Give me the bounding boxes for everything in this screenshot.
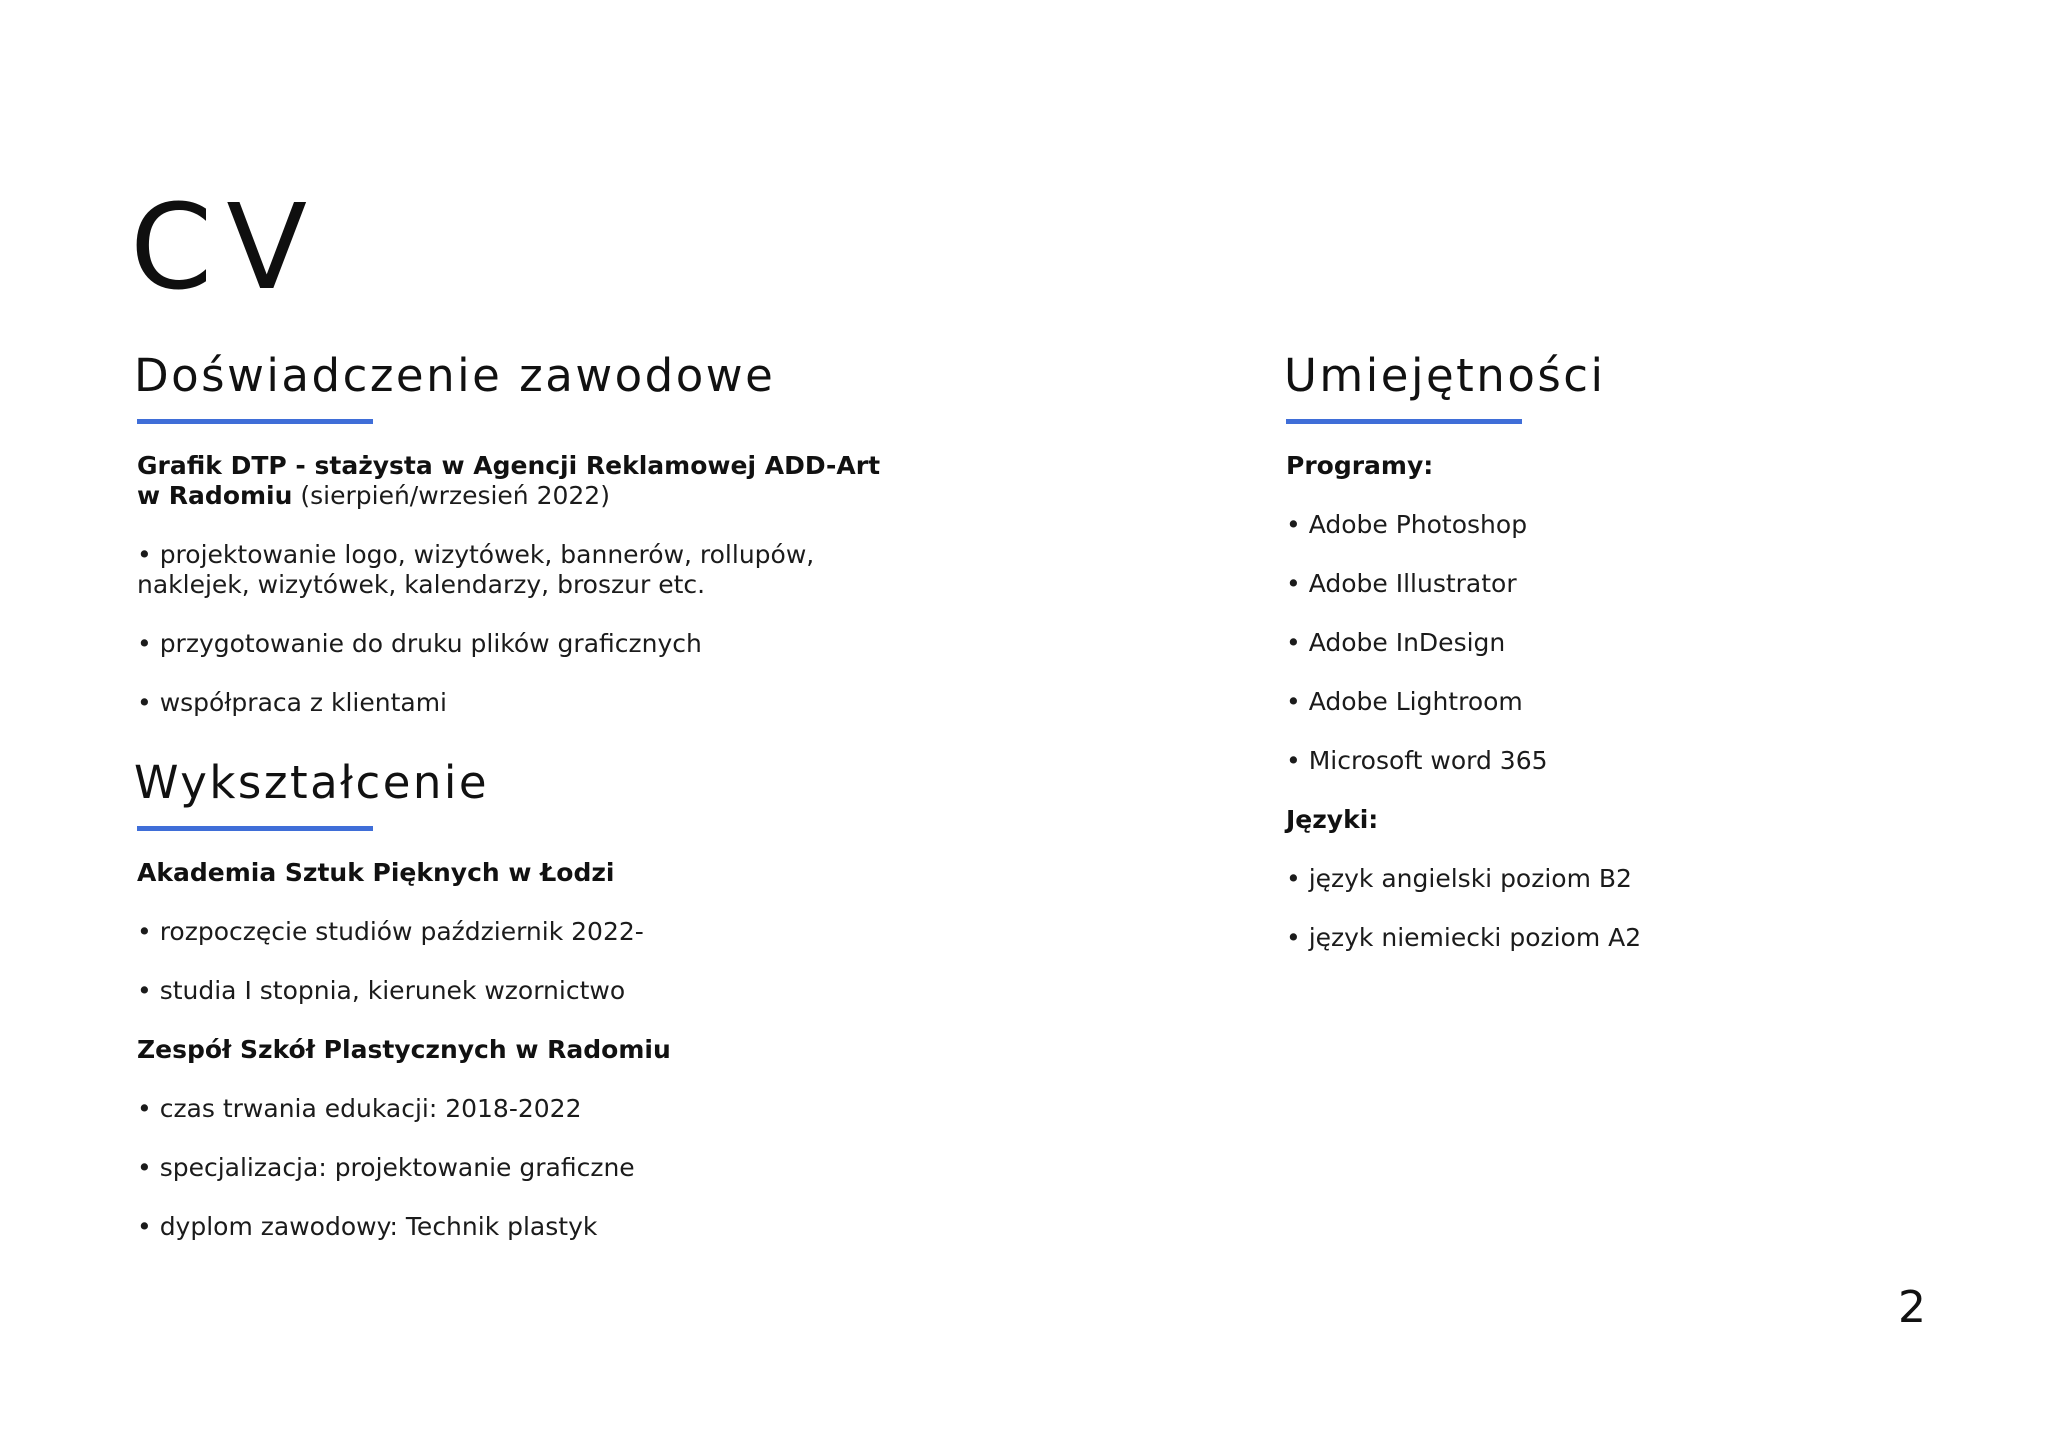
experience-position-location: w Radomiu	[137, 481, 293, 510]
experience-bullet-continuation: naklejek, wizytówek, kalendarzy, broszur etc.	[137, 570, 706, 599]
experience-position-place	[137, 481, 880, 511]
school-detail: • czas trwania edukacji: 2018-2022	[137, 1094, 582, 1123]
page-number: 2	[1898, 1282, 1926, 1333]
school-detail: • rozpoczęcie studiów październik 2022-	[137, 917, 644, 946]
language-item: • język niemiecki poziom A2	[1286, 923, 1642, 952]
program-item: • Adobe Lightroom	[1286, 687, 1523, 716]
experience-bullet: • projektowanie logo, wizytówek, bannerów, rollupów,	[137, 540, 815, 569]
school-name: Zespół Szkół Plastycznych w Radomiu	[137, 1035, 671, 1064]
experience-heading-underline	[137, 419, 373, 424]
school-name: Akademia Sztuk Pięknych w Łodzi	[137, 858, 615, 887]
languages-label: Języki:	[1286, 805, 1379, 834]
school-detail: • studia I stopnia, kierunek wzornictwo	[137, 976, 626, 1005]
skills-heading: Umiejętności	[1284, 349, 1606, 402]
program-item: • Adobe Illustrator	[1286, 569, 1517, 598]
education-list	[137, 858, 671, 1242]
skills-list	[1286, 451, 1641, 953]
experience-heading: Doświadczenie zawodowe	[134, 349, 776, 402]
programs-label: Programy:	[1286, 451, 1434, 480]
school-detail: • specjalizacja: projektowanie graficzne	[137, 1153, 635, 1182]
skills-heading-underline	[1286, 419, 1522, 424]
education-heading: Wykształcenie	[134, 756, 490, 809]
program-item: • Adobe InDesign	[1286, 628, 1506, 657]
school-detail: • dyplom zawodowy: Technik plastyk	[137, 1212, 598, 1241]
program-item: • Microsoft word 365	[1286, 746, 1548, 775]
program-item: • Adobe Photoshop	[1286, 510, 1528, 539]
experience-entry	[137, 451, 880, 718]
experience-bullet: • przygotowanie do druku plików graficznych	[137, 629, 702, 658]
experience-position-period: (sierpień/wrzesień 2022)	[292, 481, 610, 510]
education-heading-underline	[137, 826, 373, 831]
language-item: • język angielski poziom B2	[1286, 864, 1632, 893]
experience-position-title: Grafik DTP - stażysta w Agencji Reklamowej ADD-Art	[137, 451, 881, 480]
experience-bullet: • współpraca z klientami	[137, 688, 447, 717]
page-title: CV	[130, 178, 322, 316]
